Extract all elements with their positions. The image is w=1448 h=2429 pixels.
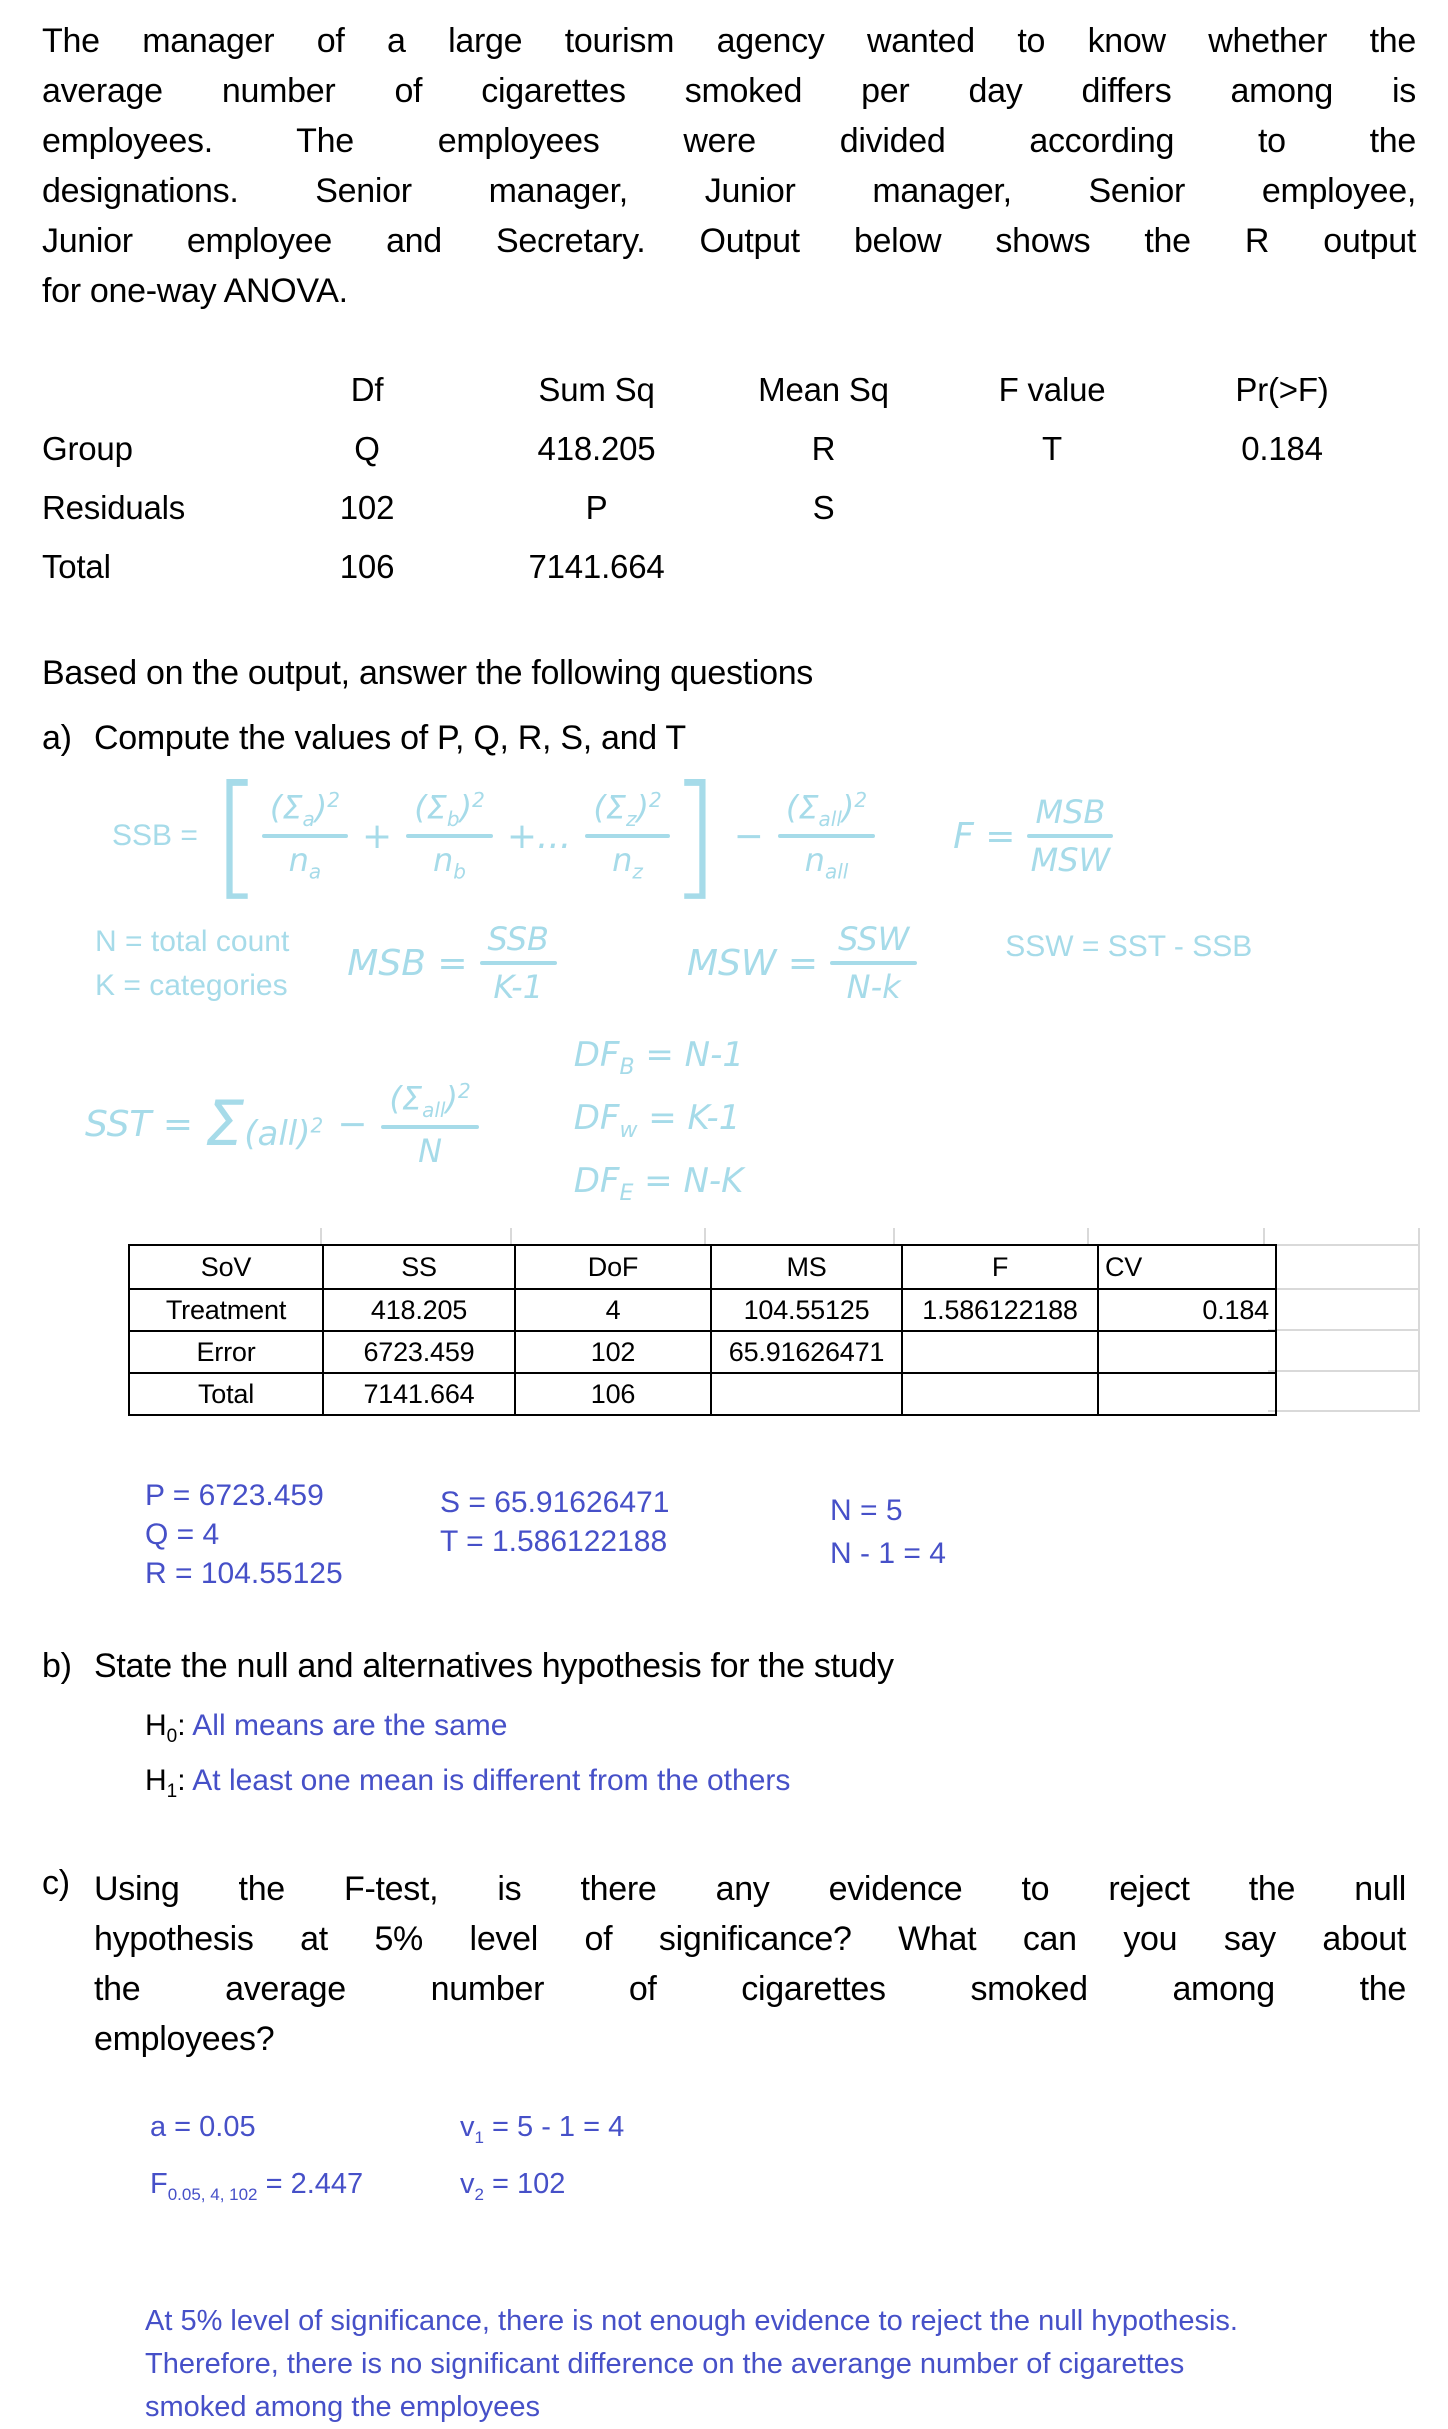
cell: 4 bbox=[515, 1289, 711, 1331]
anova-row-group bbox=[42, 419, 1448, 478]
r-anova-output bbox=[42, 360, 1448, 596]
header-ss: SS bbox=[323, 1245, 515, 1289]
ms-definitions-row bbox=[95, 920, 1448, 1008]
f-critical-value: $F_{0.05, 4, 102} = 2.447$ bbox=[150, 2167, 364, 2204]
work-table-row-total bbox=[129, 1373, 1276, 1415]
question-a bbox=[42, 719, 1448, 758]
anova-cell bbox=[937, 537, 1167, 596]
anova-header-df: Df bbox=[350, 371, 384, 408]
gridline bbox=[320, 1228, 322, 1244]
anova-row-label: Residuals bbox=[42, 489, 186, 526]
intro-line: employees. The employees were divided according to the bbox=[42, 122, 1416, 160]
intro-line: The manager of a large tourism agency wanted to know whether the bbox=[42, 22, 1416, 60]
cell: 65.91626471 bbox=[711, 1331, 902, 1373]
n-definition: N = total count bbox=[95, 925, 290, 958]
h1-text: At least one mean is different from the others bbox=[192, 1764, 791, 1797]
conclusion-line: Therefore, there is no significant difference on the averange number of cigarettes bbox=[145, 2347, 1185, 2380]
problem-statement bbox=[0, 0, 1448, 316]
anova-header-fvalue: F value bbox=[998, 371, 1106, 408]
conclusion-line: smoked among the employees bbox=[145, 2390, 540, 2423]
pqr-values bbox=[145, 1476, 440, 1593]
work-table-row-error bbox=[129, 1331, 1276, 1373]
df-within: $DF_w = K-1$ bbox=[573, 1097, 741, 1143]
r-value: R = 104.55125 bbox=[145, 1557, 343, 1590]
question-c-text bbox=[94, 1864, 1406, 2064]
h0-label: $H_0$: bbox=[145, 1709, 186, 1747]
anova-cell bbox=[1167, 478, 1397, 537]
anova-header-row bbox=[42, 360, 1448, 419]
cell: 102 bbox=[515, 1331, 711, 1373]
anova-cell: 106 bbox=[339, 548, 395, 585]
df-error: $DF_E = N-K$ bbox=[573, 1160, 744, 1206]
cell: 7141.664 bbox=[323, 1373, 515, 1415]
cell: Total bbox=[129, 1373, 323, 1415]
null-hypothesis bbox=[145, 1704, 1448, 1759]
sst-label: SST = bbox=[85, 1103, 194, 1145]
anova-header-spacer bbox=[42, 360, 251, 419]
plus-sign: + bbox=[362, 815, 393, 857]
h0-text: All means are the same bbox=[192, 1709, 508, 1742]
cell: 106 bbox=[515, 1373, 711, 1415]
anova-cell: 0.184 bbox=[1241, 430, 1323, 467]
alternative-hypothesis bbox=[145, 1759, 1448, 1814]
fraction-sum-all: $\frac{(\Sigma_{all})^2}{n_{all}}$ bbox=[778, 788, 875, 883]
gridline bbox=[1418, 1228, 1420, 1412]
anova-work-table bbox=[128, 1244, 1277, 1416]
anova-row-label: Total bbox=[42, 548, 111, 585]
ssb-formula-row bbox=[112, 757, 1448, 914]
cell bbox=[902, 1331, 1098, 1373]
intro-line: for one-way ANOVA. bbox=[42, 272, 348, 310]
anova-header-pr: Pr(>F) bbox=[1235, 371, 1329, 408]
question-c-marker: c) bbox=[42, 1864, 70, 1902]
conclusion bbox=[145, 2300, 1448, 2429]
gridline bbox=[1268, 1410, 1418, 1412]
n-k-definitions bbox=[95, 920, 289, 1008]
ssb-label: SSB = bbox=[112, 819, 198, 852]
anova-cell: S bbox=[812, 489, 835, 526]
gridline bbox=[704, 1228, 706, 1244]
header-f: F bbox=[902, 1245, 1098, 1289]
cell: 418.205 bbox=[323, 1289, 515, 1331]
n-value: N = 5 bbox=[830, 1494, 903, 1527]
cell: 104.55125 bbox=[711, 1289, 902, 1331]
fraction-sum-z: $\frac{(\Sigma_z)^2}{n_z}$ bbox=[585, 788, 669, 883]
n-values bbox=[830, 1476, 946, 1593]
anova-cell: T bbox=[1042, 430, 1062, 467]
ssw-definition: SSW = SST - SSB bbox=[1005, 930, 1253, 963]
anova-header-sumsq: Sum Sq bbox=[538, 371, 655, 408]
conclusion-line: At 5% level of significance, there is not enough evidence to reject the null hypothesis. bbox=[145, 2304, 1238, 2337]
sst-formula-row bbox=[85, 1030, 1448, 1218]
cell: 1.586122188 bbox=[902, 1289, 1098, 1331]
gridline bbox=[1268, 1244, 1418, 1246]
msw-definition: MSW = $\frac{\text{SSW}}{N-k}$ bbox=[687, 920, 917, 1006]
minus-sign: − bbox=[733, 815, 764, 857]
f-equals-label: F = bbox=[953, 815, 1016, 857]
anova-cell bbox=[937, 478, 1167, 537]
question-a-marker: a) bbox=[42, 719, 72, 757]
left-bracket: [ bbox=[211, 757, 262, 914]
anova-cell: Q bbox=[354, 430, 380, 467]
header-cv: CV bbox=[1098, 1245, 1276, 1289]
gridline bbox=[1268, 1288, 1418, 1290]
anova-cell: R bbox=[811, 430, 836, 467]
header-ms: MS bbox=[711, 1245, 902, 1289]
cell: 6723.459 bbox=[323, 1331, 515, 1373]
anova-cell bbox=[1167, 537, 1397, 596]
cell bbox=[711, 1373, 902, 1415]
gridline bbox=[1268, 1329, 1418, 1331]
work-table-header-row bbox=[129, 1245, 1276, 1289]
fraction-msb-msw: $\frac{\text{MSB}}{\text{MSW}}$ bbox=[1027, 793, 1113, 879]
gridline bbox=[1268, 1370, 1418, 1372]
work-table-row-treatment bbox=[129, 1289, 1276, 1331]
question-c bbox=[42, 1864, 1406, 2064]
msb-definition: MSB = $\frac{\text{SSB}}{K-1}$ bbox=[347, 920, 557, 1006]
intro-line: designations. Senior manager, Junior manager, Senior employee, bbox=[42, 172, 1416, 210]
p-value: P = 6723.459 bbox=[145, 1479, 324, 1512]
anova-cell: 418.205 bbox=[537, 430, 656, 467]
qc-line: Using the F-test, is there any evidence to reject the null bbox=[94, 1870, 1406, 1908]
anova-cell bbox=[710, 537, 937, 596]
hypotheses bbox=[145, 1704, 1448, 1814]
computed-values bbox=[145, 1476, 1448, 1593]
question-a-text: Compute the values of P, Q, R, S, and T bbox=[94, 719, 686, 757]
df-between: $DF_B = N-1$ bbox=[573, 1035, 744, 1080]
f-test-working bbox=[150, 2104, 1448, 2218]
anova-cell: 7141.664 bbox=[528, 548, 665, 585]
gridline bbox=[1087, 1228, 1089, 1244]
gridline bbox=[893, 1228, 895, 1244]
plus-ellipsis: +... bbox=[506, 815, 572, 857]
qc-line: the average number of cigarettes smoked among the bbox=[94, 1970, 1406, 2008]
handwritten-work bbox=[0, 757, 1448, 1206]
fraction-sumall-n: $\frac{(\Sigma_{all})^2}{N}$ bbox=[381, 1079, 478, 1170]
anova-cell: P bbox=[585, 489, 608, 526]
anova-cell: 102 bbox=[339, 489, 395, 526]
question-b bbox=[42, 1647, 1448, 1686]
v1-value: $v_1 = 5 - 1 = 4$ bbox=[460, 2111, 625, 2147]
cell bbox=[1098, 1331, 1276, 1373]
instruction-line: Based on the output, answer the following questions bbox=[42, 654, 814, 692]
fraction-sum-a: $\frac{(\Sigma_a)^2}{n_a}$ bbox=[262, 788, 348, 883]
anova-header-meansq: Mean Sq bbox=[758, 371, 889, 408]
gridline bbox=[510, 1228, 512, 1244]
s-value: S = 65.91626471 bbox=[440, 1486, 670, 1519]
cell bbox=[1098, 1373, 1276, 1415]
k-definition: K = categories bbox=[95, 969, 288, 1002]
n-minus-1-value: N - 1 = 4 bbox=[830, 1537, 946, 1570]
h1-label: $H_1$: bbox=[145, 1764, 186, 1802]
st-values bbox=[440, 1476, 830, 1593]
qc-line: employees? bbox=[94, 2020, 275, 2058]
anova-row-total bbox=[42, 537, 1448, 596]
header-sov: SoV bbox=[129, 1245, 323, 1289]
anova-row-residuals bbox=[42, 478, 1448, 537]
anova-row-label: Group bbox=[42, 430, 133, 467]
gridline bbox=[1263, 1228, 1265, 1244]
q-value: Q = 4 bbox=[145, 1518, 220, 1551]
cell: Error bbox=[129, 1331, 323, 1373]
intro-line: average number of cigarettes smoked per day differs among is bbox=[42, 72, 1416, 110]
fraction-sum-b: $\frac{(\Sigma_b)^2}{n_b}$ bbox=[406, 788, 493, 883]
header-dof: DoF bbox=[515, 1245, 711, 1289]
intro-line: Junior employee and Secretary. Output below shows the R output bbox=[42, 222, 1416, 260]
cell bbox=[902, 1373, 1098, 1415]
question-b-marker: b) bbox=[42, 1647, 72, 1685]
cell: 0.184 bbox=[1098, 1289, 1276, 1331]
cell: Treatment bbox=[129, 1289, 323, 1331]
sum-all-squared: Σ(all)$^2$ bbox=[205, 1087, 324, 1161]
minus-sign: − bbox=[337, 1103, 368, 1145]
t-value: T = 1.586122188 bbox=[440, 1525, 668, 1558]
anova-work-table-wrapper bbox=[128, 1228, 1428, 1424]
degrees-of-freedom-list bbox=[574, 1030, 744, 1218]
right-bracket: ] bbox=[669, 757, 720, 914]
v2-value: $v_2 = 102$ bbox=[460, 2167, 566, 2204]
question-b-text: State the null and alternatives hypothesis for the study bbox=[94, 1647, 894, 1685]
alpha-value: a = 0.05 bbox=[150, 2111, 256, 2143]
qc-line: hypothesis at 5% level of significance? What can you say about bbox=[94, 1920, 1406, 1958]
